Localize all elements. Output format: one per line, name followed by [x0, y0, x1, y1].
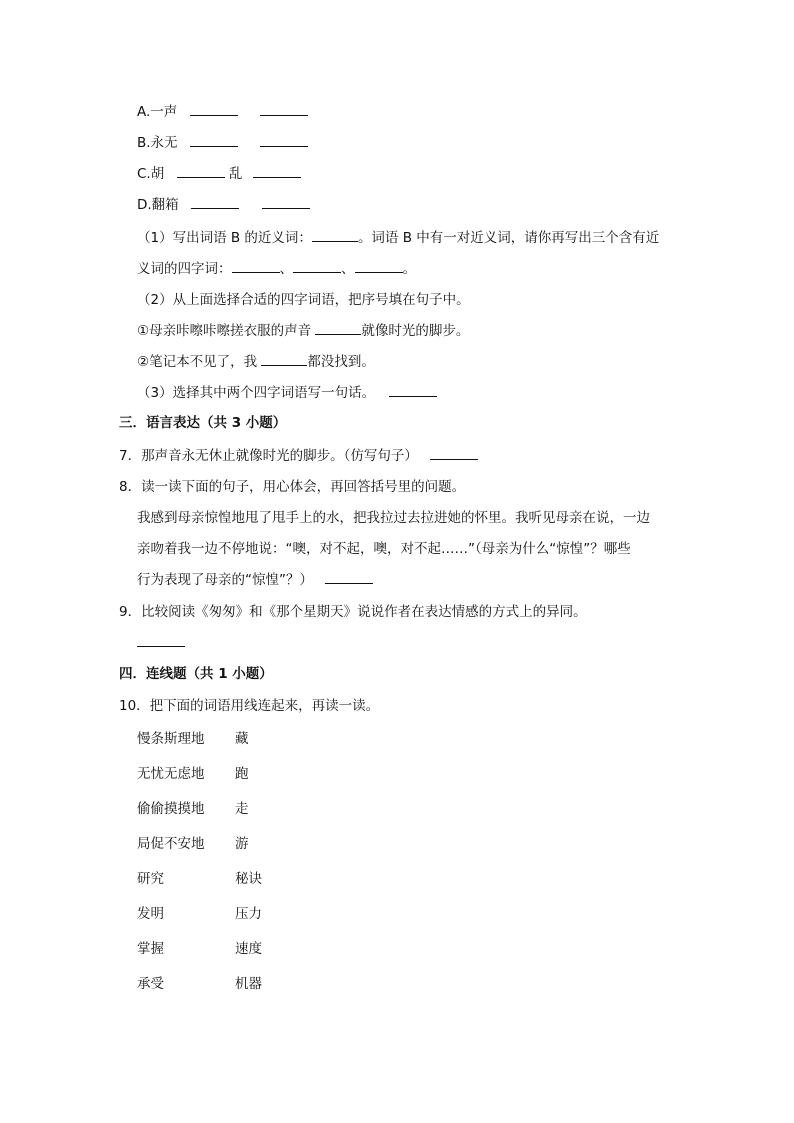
- question-7: [119, 446, 478, 466]
- answer-blank[interactable]: [191, 195, 239, 209]
- question-9: 9．比较阅读《匆匆》和《那个星期天》说说作者在表达情感的方式上的异同。: [119, 604, 587, 620]
- answer-blank[interactable]: [253, 164, 301, 178]
- q8-passage-line1: 我感到母亲惊惶地甩了甩手上的水，把我拉过去拉进她的怀里。我听见母亲在说，一边: [137, 510, 650, 526]
- sub1-line2: [137, 259, 416, 279]
- match-left[interactable]: 局促不安地: [137, 836, 205, 852]
- answer-blank[interactable]: [430, 446, 478, 460]
- match-right[interactable]: 机器: [235, 976, 262, 992]
- sub3: [137, 383, 437, 403]
- sentence-text: ①母亲咔嚓咔嚓搓衣服的声音: [137, 323, 312, 339]
- sub3-text: （3）选择其中两个四字词语写一句话。: [137, 385, 376, 401]
- sub2-sentence2: [137, 352, 375, 372]
- answer-blank[interactable]: [262, 195, 310, 209]
- sub2-intro: （2）从上面选择合适的四字词语，把序号填在句子中。: [137, 292, 470, 308]
- sentence-text: ②笔记本不见了，我: [137, 354, 258, 370]
- answer-blank[interactable]: [261, 352, 307, 366]
- period: 。: [402, 261, 416, 277]
- q8-passage-line2: 亲吻着我一边不停地说：“噢，对不起，噢，对不起……”（母亲为什么“惊惶”？哪些: [137, 541, 631, 557]
- sentence-end: 就像时光的脚步。: [361, 323, 470, 339]
- question-10: 10．把下面的词语用线连起来，再读一读。: [119, 698, 380, 714]
- answer-blank[interactable]: [137, 633, 185, 647]
- match-left[interactable]: 掌握: [137, 941, 164, 957]
- match-right[interactable]: 走: [235, 801, 249, 817]
- sub2-sentence1: [137, 321, 469, 341]
- match-right[interactable]: 压力: [235, 906, 262, 922]
- match-right[interactable]: 跑: [235, 766, 249, 782]
- q8-passage-line3: [137, 570, 373, 590]
- option-d-label: D.翻箱: [137, 197, 179, 213]
- answer-blank[interactable]: [355, 259, 403, 273]
- answer-blank[interactable]: [315, 321, 361, 335]
- sentence-end: 都没找到。: [307, 354, 375, 370]
- option-c-label: C.胡: [137, 166, 165, 182]
- match-left[interactable]: 发明: [137, 906, 164, 922]
- sub1-line1: [137, 228, 659, 248]
- separator: 、: [341, 261, 355, 277]
- sub1-text2: 义词的四字词：: [137, 261, 232, 277]
- match-left[interactable]: 研究: [137, 871, 164, 887]
- option-b: [137, 133, 308, 153]
- section-title: 三．语言表达（共 3 小题）: [119, 415, 287, 431]
- sub1-text-cont: 。词语 B 中有一对近义词，请你再写出三个含有近: [357, 230, 660, 246]
- question-8: 8．读一读下面的句子，用心体会，再回答括号里的问题。: [119, 479, 466, 495]
- match-left[interactable]: 偷偷摸摸地: [137, 801, 205, 817]
- answer-blank[interactable]: [389, 383, 437, 397]
- option-c-mid: 乱: [228, 166, 243, 182]
- match-left[interactable]: 承受: [137, 976, 164, 992]
- match-right[interactable]: 速度: [235, 941, 262, 957]
- answer-blank[interactable]: [177, 164, 225, 178]
- option-d: [137, 195, 310, 215]
- answer-blank[interactable]: [232, 259, 280, 273]
- match-left[interactable]: 无忧无虑地: [137, 766, 205, 782]
- passage-text: 行为表现了母亲的“惊惶”？）: [137, 572, 313, 588]
- question-text: 7．那声音永无休止就像时光的脚步。（仿写句子）: [119, 448, 418, 464]
- answer-blank[interactable]: [293, 259, 341, 273]
- option-c: [137, 164, 301, 184]
- option-a: [137, 102, 308, 122]
- option-b-label: B.永无: [137, 135, 178, 151]
- sub1-text: （1）写出词语 B 的近义词：: [137, 230, 312, 246]
- match-right[interactable]: 秘诀: [235, 871, 262, 887]
- answer-blank[interactable]: [190, 133, 238, 147]
- match-left[interactable]: 慢条斯理地: [137, 731, 205, 747]
- separator: 、: [279, 261, 293, 277]
- answer-blank[interactable]: [260, 133, 308, 147]
- section-title: 四．连线题（共 1 小题）: [119, 666, 273, 682]
- answer-blank[interactable]: [312, 228, 358, 242]
- answer-blank[interactable]: [325, 570, 373, 584]
- match-right[interactable]: 游: [235, 836, 249, 852]
- match-right[interactable]: 藏: [235, 731, 249, 747]
- q9-answer-line: [137, 633, 185, 653]
- answer-blank[interactable]: [190, 102, 238, 116]
- option-a-label: A.一声: [137, 104, 178, 120]
- answer-blank[interactable]: [260, 102, 308, 116]
